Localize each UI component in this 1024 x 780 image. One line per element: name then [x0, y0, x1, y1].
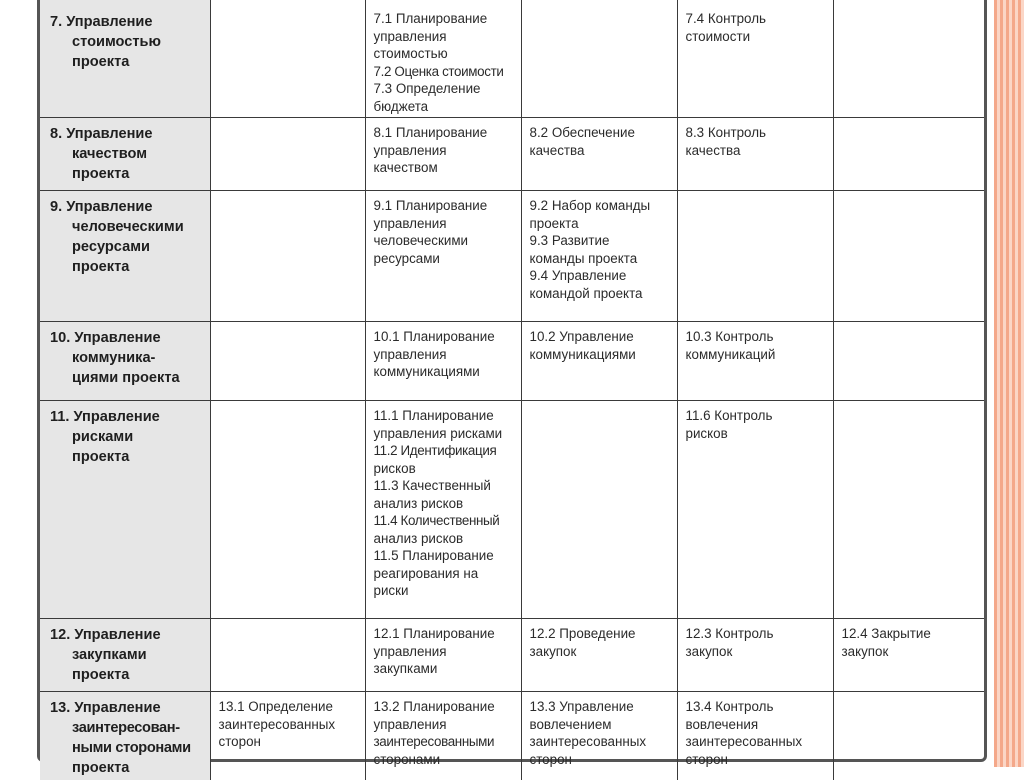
heading-line: стоимостью: [50, 32, 204, 52]
process-line: 8.2 Обеспечение: [530, 124, 671, 142]
process-line: вовлечения: [686, 716, 827, 734]
process-line: закупок: [842, 643, 979, 661]
process-line: рисков: [686, 425, 827, 443]
process-cell-c5: [833, 401, 984, 619]
process-line: 10.3 Контроль: [686, 328, 827, 346]
process-group-heading: [40, 118, 210, 191]
table-row-12: [40, 619, 984, 692]
process-line: управления: [374, 215, 515, 233]
decorative-stripes: [994, 0, 1024, 767]
heading-line: 12. Управление: [50, 625, 204, 645]
heading-line: ресурсами: [50, 237, 204, 257]
process-line: заинтересованных: [219, 716, 359, 734]
process-cell-c3: [521, 692, 677, 780]
process-cell-c3: [521, 118, 677, 191]
process-line: 11.4 Количественный: [374, 512, 515, 530]
process-cell-c1: [210, 401, 365, 619]
process-line: стоимостью: [374, 45, 515, 63]
process-cell-c5: [833, 322, 984, 401]
process-line: команды проекта: [530, 250, 671, 268]
table-body: [40, 0, 984, 780]
table-row-9: [40, 191, 984, 322]
heading-line: проекта: [50, 257, 204, 277]
heading-line: 8. Управление: [50, 124, 204, 144]
process-table: [40, 0, 984, 780]
process-group-heading: [40, 191, 210, 322]
process-line: 11.6 Контроль: [686, 407, 827, 425]
process-cell-c2: [365, 322, 521, 401]
process-line: 11.3 Качественный: [374, 477, 515, 495]
process-cell-c4: [677, 0, 833, 118]
process-line: заинтересованными: [374, 733, 515, 751]
process-line: закупками: [374, 660, 515, 678]
table-row-10: [40, 322, 984, 401]
process-line: 12.2 Проведение: [530, 625, 671, 643]
process-line: стоимости: [686, 28, 827, 46]
process-line: реагирования на: [374, 565, 515, 583]
process-cell-c4: [677, 322, 833, 401]
process-cell-c2: [365, 692, 521, 780]
heading-line: ными сторонами: [50, 738, 204, 758]
process-cell-c5: [833, 191, 984, 322]
process-cell-c4: [677, 619, 833, 692]
process-line: вовлечением: [530, 716, 671, 734]
process-cell-c4: [677, 118, 833, 191]
process-line: 7.1 Планирование: [374, 10, 515, 28]
process-cell-c3: [521, 619, 677, 692]
heading-line: 11. Управление: [50, 407, 204, 427]
process-line: закупок: [686, 643, 827, 661]
process-line: 11.2 Идентификация: [374, 442, 515, 460]
table-frame: [37, 0, 987, 762]
process-line: 12.4 Закрытие: [842, 625, 979, 643]
process-line: 10.2 Управление: [530, 328, 671, 346]
process-cell-c3: [521, 401, 677, 619]
heading-line: проекта: [50, 447, 204, 467]
process-line: управления рисками: [374, 425, 515, 443]
process-cell-c5: [833, 0, 984, 118]
heading-line: закупками: [50, 645, 204, 665]
heading-line: 9. Управление: [50, 197, 204, 217]
process-line: качества: [686, 142, 827, 160]
process-line: 7.2 Оценка стоимости: [374, 63, 515, 81]
process-group-heading: [40, 322, 210, 401]
process-line: коммуникациями: [530, 346, 671, 364]
process-line: 9.3 Развитие: [530, 232, 671, 250]
heading-line: качеством: [50, 144, 204, 164]
heading-line: проекта: [50, 758, 204, 778]
process-line: сторон: [686, 751, 827, 769]
process-line: бюджета: [374, 98, 515, 116]
process-line: коммуникациями: [374, 363, 515, 381]
process-line: 13.1 Определение: [219, 698, 359, 716]
process-line: 7.4 Контроль: [686, 10, 827, 28]
process-line: сторон: [530, 751, 671, 769]
table-row-11: [40, 401, 984, 619]
process-cell-c2: [365, 619, 521, 692]
process-line: управления: [374, 643, 515, 661]
process-cell-c5: [833, 118, 984, 191]
process-group-heading: [40, 401, 210, 619]
process-cell-c3: [521, 191, 677, 322]
process-line: 8.1 Планирование: [374, 124, 515, 142]
process-line: 8.3 Контроль: [686, 124, 827, 142]
process-cell-c5: [833, 619, 984, 692]
process-line: анализ рисков: [374, 495, 515, 513]
process-line: проекта: [530, 215, 671, 233]
process-line: 9.1 Планирование: [374, 197, 515, 215]
process-line: рисков: [374, 460, 515, 478]
process-line: качеством: [374, 159, 515, 177]
process-cell-c3: [521, 0, 677, 118]
process-cell-c2: [365, 401, 521, 619]
process-cell-c1: [210, 118, 365, 191]
heading-line: 7. Управление: [50, 12, 204, 32]
heading-line: человеческими: [50, 217, 204, 237]
heading-line: коммуника-: [50, 348, 204, 368]
process-line: 13.4 Контроль: [686, 698, 827, 716]
process-line: 9.4 Управление: [530, 267, 671, 285]
process-line: 10.1 Планирование: [374, 328, 515, 346]
process-line: человеческими: [374, 232, 515, 250]
process-cell-c1: [210, 322, 365, 401]
process-line: 11.5 Планирование: [374, 547, 515, 565]
process-cell-c5: [833, 692, 984, 780]
table-row-7: [40, 0, 984, 118]
process-line: 12.3 Контроль: [686, 625, 827, 643]
process-cell-c2: [365, 0, 521, 118]
table-row-8: [40, 118, 984, 191]
process-cell-c1: [210, 692, 365, 780]
process-cell-c1: [210, 619, 365, 692]
process-group-heading: [40, 692, 210, 780]
process-line: коммуникаций: [686, 346, 827, 364]
process-cell-c2: [365, 191, 521, 322]
process-line: закупок: [530, 643, 671, 661]
heading-line: проекта: [50, 52, 204, 72]
process-line: командой проекта: [530, 285, 671, 303]
heading-line: рисками: [50, 427, 204, 447]
process-cell-c4: [677, 401, 833, 619]
process-line: 11.1 Планирование: [374, 407, 515, 425]
process-line: риски: [374, 582, 515, 600]
process-line: управления: [374, 28, 515, 46]
process-line: ресурсами: [374, 250, 515, 268]
process-line: 13.2 Планирование: [374, 698, 515, 716]
table-row-13: [40, 692, 984, 780]
process-cell-c3: [521, 322, 677, 401]
process-line: 13.3 Управление: [530, 698, 671, 716]
heading-line: заинтересован-: [50, 718, 204, 738]
process-line: заинтересованных: [530, 733, 671, 751]
process-cell-c4: [677, 191, 833, 322]
process-line: качества: [530, 142, 671, 160]
process-cell-c1: [210, 0, 365, 118]
process-line: управления: [374, 716, 515, 734]
heading-line: проекта: [50, 665, 204, 685]
process-line: сторонами: [374, 751, 515, 769]
process-group-heading: [40, 0, 210, 118]
process-line: анализ рисков: [374, 530, 515, 548]
process-cell-c4: [677, 692, 833, 780]
process-line: 7.3 Определение: [374, 80, 515, 98]
process-line: 12.1 Планирование: [374, 625, 515, 643]
process-line: заинтересованных: [686, 733, 827, 751]
process-cell-c2: [365, 118, 521, 191]
process-line: 9.2 Набор команды: [530, 197, 671, 215]
process-cell-c1: [210, 191, 365, 322]
heading-line: проекта: [50, 164, 204, 184]
heading-line: 10. Управление: [50, 328, 204, 348]
process-line: управления: [374, 346, 515, 364]
process-group-heading: [40, 619, 210, 692]
heading-line: циями проекта: [50, 368, 204, 388]
heading-line: 13. Управление: [50, 698, 204, 718]
process-line: сторон: [219, 733, 359, 751]
process-line: управления: [374, 142, 515, 160]
